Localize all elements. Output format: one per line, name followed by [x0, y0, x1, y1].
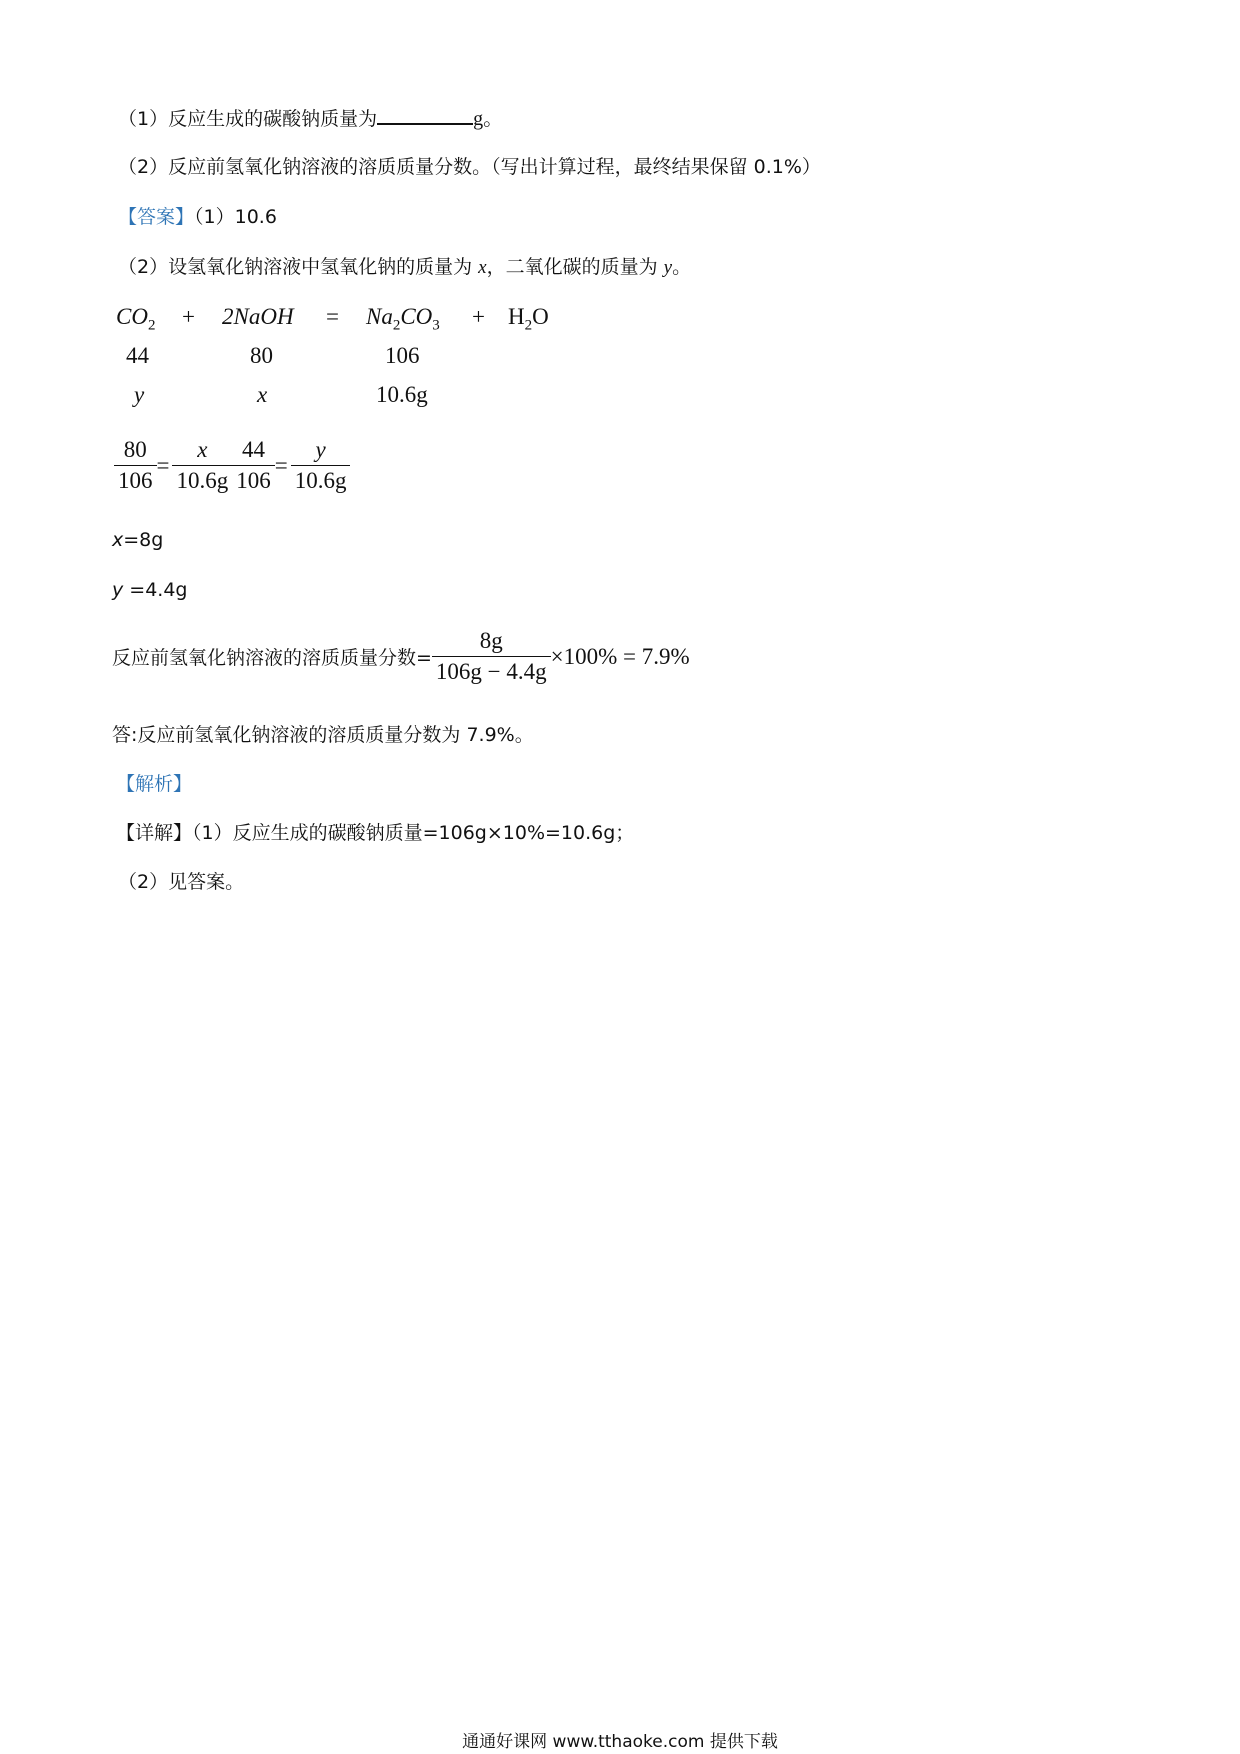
mass-na2co3: 106 [385, 343, 420, 368]
na-subscript: 2 [392, 317, 401, 334]
conclusion: 答:反应前氢氧化钠溶液的溶质质量分数为 7.9%。 [112, 724, 534, 746]
answer-blank [377, 105, 473, 125]
percent-result: ×100% = 7.9% [550, 643, 690, 669]
question-1 [118, 105, 503, 132]
plus-sign: + [182, 304, 195, 329]
var-y: y [663, 257, 673, 278]
fraction-3-den: 106 [236, 468, 271, 493]
fraction-2-num-var: x [197, 437, 208, 462]
percent-num: 8g [479, 628, 503, 653]
y-var: y [112, 579, 124, 601]
y-value: =4.4g [123, 579, 188, 601]
fraction-4-num-var: y [315, 437, 326, 462]
percent-calc [112, 628, 690, 685]
fraction-4 [291, 437, 351, 494]
x-result [112, 527, 163, 553]
ratio-equation [114, 437, 350, 494]
h2o-formula [508, 303, 549, 340]
question-1-unit: g。 [473, 108, 504, 130]
detail-line [116, 820, 634, 846]
question-1-text: （1）反应生成的碳酸钠质量为 [118, 108, 378, 130]
equals-1: = [156, 452, 170, 478]
o-text: O [532, 304, 549, 329]
equals-sign: = [326, 304, 339, 329]
question-2: （2）反应前氢氧化钠溶液的溶质质量分数。（写出计算过程，最终结果保留 0.1%） [118, 156, 821, 178]
percent-fraction [432, 628, 551, 685]
footer-text: 通通好课网 www.tthaoke.com 提供下载 [462, 1732, 778, 1752]
answer-line [118, 204, 277, 230]
percent-label: 反应前氢氧化钠溶液的溶质质量分数= [112, 647, 432, 669]
setup-text-1: （2）设氢氧化钠溶液中氢氧化钠的质量为 [118, 256, 479, 278]
setup-text-3: 。 [672, 256, 692, 278]
h-text: H [508, 304, 525, 329]
answer-tag: 【答案】 [118, 206, 195, 228]
fraction-2 [172, 437, 232, 494]
answer-1: （1）10.6 [194, 206, 277, 228]
naoh-formula [222, 303, 294, 331]
analysis-tag [116, 771, 192, 797]
naoh-text: 2NaOH [222, 304, 294, 329]
detail-line-2: （2）见答案。 [118, 871, 245, 893]
fraction-2-den: 10.6g [176, 468, 229, 493]
fraction-2-num [193, 437, 211, 465]
co-text: CO [400, 304, 433, 329]
fraction-1 [114, 437, 157, 494]
percent-den: 106g − 4.4g [435, 659, 547, 684]
x-var: x [112, 529, 124, 551]
co3-subscript: 3 [432, 317, 440, 334]
unknown-x: x [257, 382, 268, 407]
fraction-4-den: 10.6g [294, 468, 347, 493]
equals-2: = [274, 452, 288, 478]
mass-co2: 44 [126, 343, 149, 368]
fraction-1-den: 106 [118, 468, 153, 493]
fraction-4-num [311, 437, 329, 465]
var-x: x [478, 257, 487, 278]
answer-2-setup [118, 254, 691, 281]
mass-naoh: 80 [250, 343, 273, 368]
fraction-3-num: 44 [241, 437, 265, 462]
co2-formula: CO [116, 304, 148, 329]
co2-subscript: 2 [147, 317, 156, 334]
detail-tag: 【详解】 [116, 822, 193, 844]
analysis-tag-text: 【解析】 [116, 773, 193, 795]
known-mass: 10.6g [376, 382, 428, 407]
fraction-3 [232, 437, 275, 494]
h2-subscript: 2 [524, 317, 533, 334]
x-value: =8g [123, 529, 164, 551]
y-result [112, 577, 188, 603]
na-text: Na [366, 304, 393, 329]
plus-sign-2: + [472, 304, 485, 329]
unknown-y: y [134, 382, 145, 407]
fraction-1-num: 80 [123, 437, 147, 462]
na2co3-formula [366, 303, 440, 340]
detail-text: （1）反应生成的碳酸钠质量=106g×10%=10.6g； [192, 822, 635, 844]
setup-text-2: ，二氧化碳的质量为 [486, 256, 664, 278]
